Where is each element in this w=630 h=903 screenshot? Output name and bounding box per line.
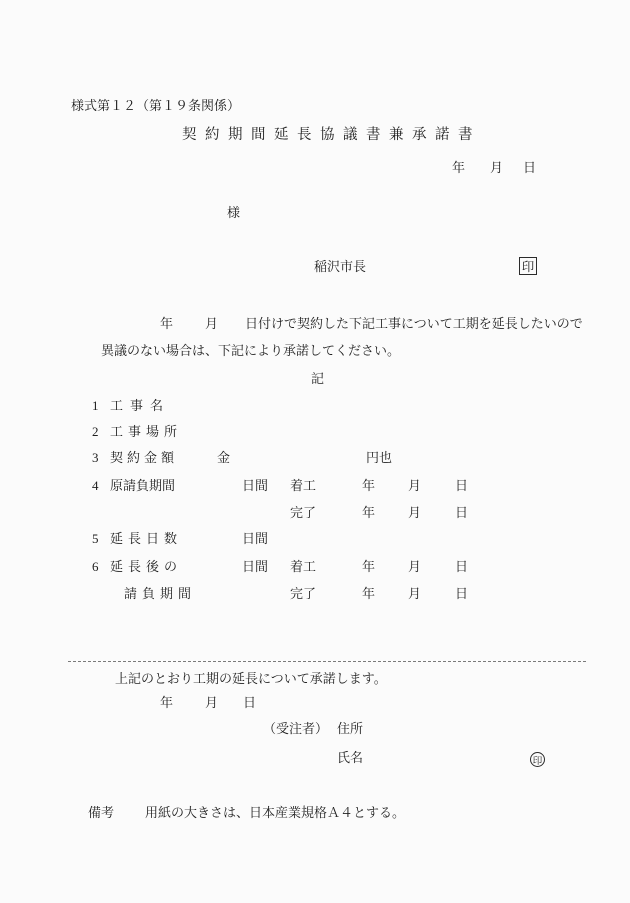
item-6-start-phase-label: 着工 xyxy=(290,559,317,574)
item-6-label-line2: 請負期間 xyxy=(124,586,197,601)
issue-date-year-label: 年 xyxy=(452,160,466,175)
acceptance-date-day-label: 日 xyxy=(243,695,257,710)
contractor-seal-character: 印 xyxy=(532,756,543,767)
issuer-seal-stamp xyxy=(519,257,537,275)
item-5-number: 5 xyxy=(92,531,99,546)
contractor-name-label: 氏名 xyxy=(337,750,364,765)
item-5-label: 延長日数 xyxy=(110,531,183,546)
item-2-number: 2 xyxy=(92,424,99,439)
acceptance-statement: 上記のとおり工期の延長について承諾します。 xyxy=(115,671,387,686)
item-4-end-year-label: 年 xyxy=(362,505,376,520)
body-contract-month-label: 月 xyxy=(205,316,219,331)
addressee-suffix: 様 xyxy=(227,205,241,220)
form-number: 様式第１２（第１９条関係） xyxy=(71,98,241,113)
item-4-duration-unit: 日間 xyxy=(242,478,269,493)
document-title: 契約期間延長協議書兼承諾書 xyxy=(182,127,481,143)
note-label: 備考 xyxy=(88,805,115,820)
item-6-end-month-label: 月 xyxy=(408,586,422,601)
record-marker: 記 xyxy=(311,371,325,386)
contractor-seal-stamp xyxy=(530,752,545,767)
body-line1-text: 日付けで契約した下記工事について工期を延長したいので xyxy=(245,316,583,331)
item-3-amount-prefix: 金 xyxy=(217,450,231,465)
acceptance-date-year-label: 年 xyxy=(160,695,174,710)
separator-dashed-line xyxy=(68,661,586,662)
issue-date-day-label: 日 xyxy=(523,160,537,175)
item-6-end-phase-label: 完了 xyxy=(290,586,317,601)
item-6-label: 延長後の xyxy=(110,559,183,574)
item-6-end-year-label: 年 xyxy=(362,586,376,601)
item-6-end-day-label: 日 xyxy=(455,586,469,601)
item-4-start-day-label: 日 xyxy=(455,478,469,493)
issuer-name: 稲沢市長 xyxy=(314,259,367,274)
item-4-end-day-label: 日 xyxy=(455,505,469,520)
contractor-party-label: （受注者） xyxy=(263,721,329,736)
item-4-end-phase-label: 完了 xyxy=(290,505,317,520)
item-6-start-day-label: 日 xyxy=(455,559,469,574)
item-5-duration-unit: 日間 xyxy=(242,531,269,546)
item-6-start-month-label: 月 xyxy=(408,559,422,574)
item-4-start-month-label: 月 xyxy=(408,478,422,493)
item-1-number: 1 xyxy=(92,398,99,413)
item-6-duration-unit: 日間 xyxy=(242,559,269,574)
issuer-seal-character: 印 xyxy=(521,260,535,274)
item-4-start-year-label: 年 xyxy=(362,478,376,493)
issue-date-month-label: 月 xyxy=(490,160,504,175)
item-2-label: 工事場所 xyxy=(110,424,183,439)
body-line2-text: 異議のない場合は、下記により承諾してください。 xyxy=(101,343,401,358)
item-4-start-phase-label: 着工 xyxy=(290,478,317,493)
item-4-end-month-label: 月 xyxy=(408,505,422,520)
item-3-label: 契約金額 xyxy=(110,450,179,465)
contractor-address-label: 住所 xyxy=(337,721,364,736)
item-4-number: 4 xyxy=(92,478,99,493)
item-4-label: 原請負期間 xyxy=(110,478,176,493)
note-text: 用紙の大きさは、日本産業規格Ａ４とする。 xyxy=(145,805,406,820)
acceptance-date-month-label: 月 xyxy=(205,695,219,710)
item-3-number: 3 xyxy=(92,450,99,465)
body-contract-year-label: 年 xyxy=(160,316,174,331)
item-1-label: 工事名 xyxy=(110,398,171,413)
item-6-number: 6 xyxy=(92,559,99,574)
item-3-amount-suffix: 円也 xyxy=(366,450,393,465)
item-6-start-year-label: 年 xyxy=(362,559,376,574)
